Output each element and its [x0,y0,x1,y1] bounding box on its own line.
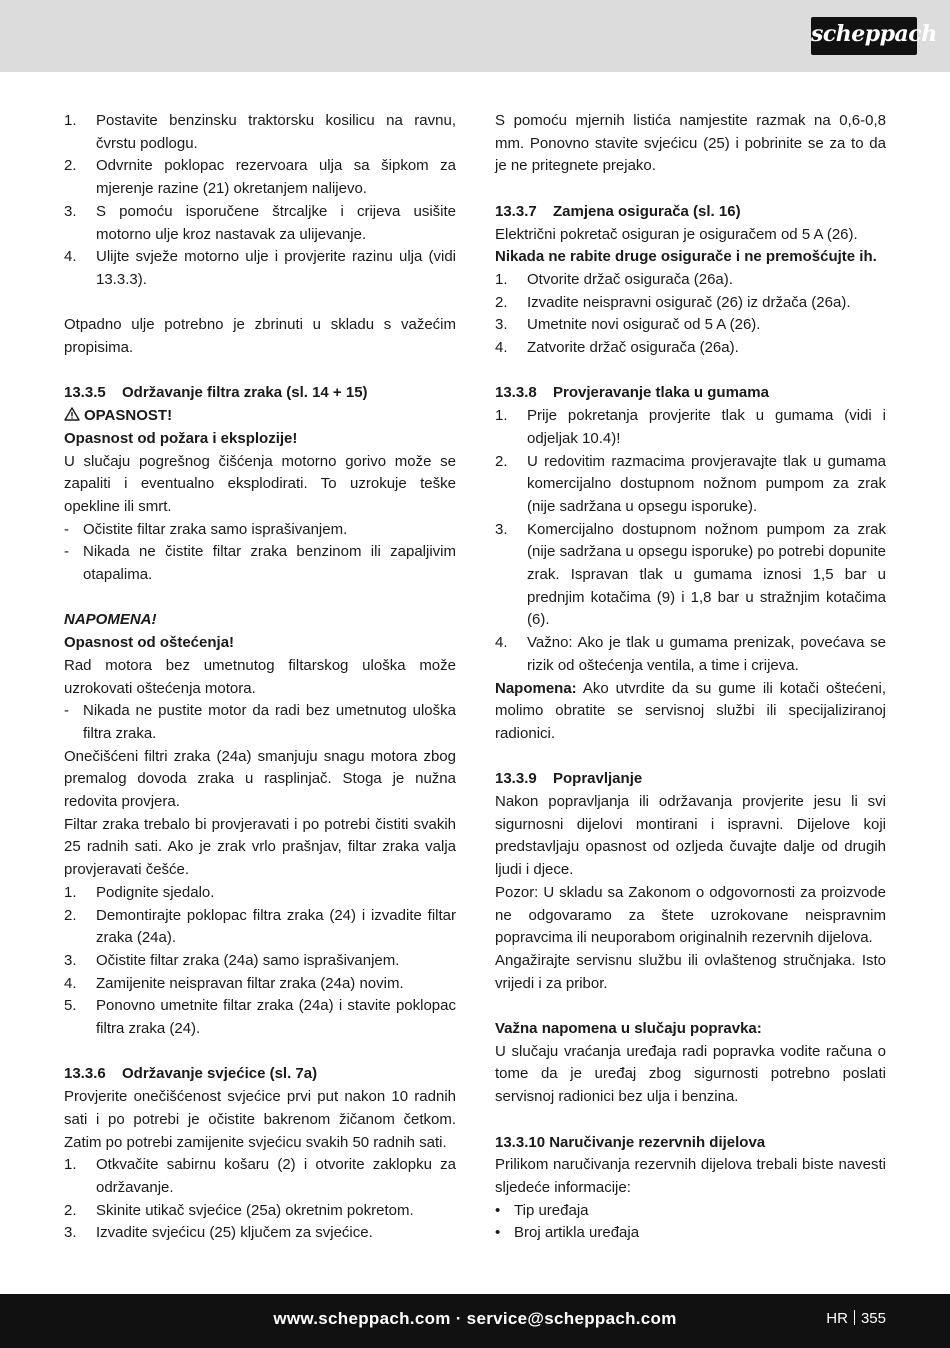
list-item: - Nikada ne čistite filtar zraka benzinom ili zapaljivim otapalima. [64,543,456,584]
important-note-title: Važna napomena u slučaju popravka: [495,1020,762,1038]
warning-triangle-icon [64,407,80,421]
list-item: 1. Postavite benzinsku traktorsku kosilicu na ravnu, čvrstu podlogu. [64,112,456,152]
fuse-steps [495,269,886,360]
list-item: • Broj artikla uređaja [495,1224,640,1242]
list-item: 2. Skinite utikač svjećice (25a) okretnim pokretom. [64,1201,414,1219]
danger-text: U slučaju pogrešnog čišćenja motorno gorivo može se zapaliti i eventualno eksplodirati. To uzrokuje teške opekline ili smrt. [64,452,456,515]
warning-label: OPASNOST! [64,405,456,428]
list-item: 3. Umetnite novi osigurač od 5 A (26). [495,316,761,334]
list-item: 2. U redovitim razmacima provjeravajte tlak u gumama komercijalno dostupnom nožnom pumpom za zrak (nije sadržana u opsegu isporuke). [495,452,886,515]
spark-plug-text: Provjerite onečišćenost svjećice prvi put nakon 10 radnih sati i po potrebi je očistite bakrenom žičanom četkom. Zatim po potrebi zamijenite svjećicu svakih 50 radnih sati. [64,1088,456,1151]
list-item: 3. Izvadite svjećicu (25) ključem za svjećice. [64,1224,373,1242]
air-filter-text-1: Onečišćeni filtri zraka (24a) smanjuju snagu motora zbog premalog dovoda zraka u rasplinjač. Stoga je nužna redovita provjera. [64,747,456,811]
list-item: • Tip uređaja [495,1201,589,1219]
section-heading-13-3-7: 13.3.7 Zamjena osigurača (sl. 16) [495,202,741,220]
page-number [826,1310,886,1327]
danger-title: Opasnost od požara i eksplozije! [64,429,298,447]
page-footer [0,1294,950,1348]
list-item: 4. Zatvorite držač osigurača (26a). [495,339,739,357]
section-heading-13-3-6: 13.3.6 Održavanje svjećice (sl. 7a) [64,1065,318,1083]
spark-gap-text: S pomoću mjernih listića namjestite razmak na 0,6-0,8 mm. Ponovno stavite svjećicu (25) i pobrinite se za to da je ne pritegnete prejako. [495,112,886,175]
right-column [495,110,886,1245]
air-filter-text-2: Filtar zraka trebalo bi provjeravati i po potrebi čistiti svakih 25 radnih sati. Ako je zrak vrlo prašnjav, filtar zraka valja provjeravati češće. [64,815,456,879]
tyre-note: Napomena: Ako utvrdite da su gume ili kotači oštećeni, molimo obratite se servisnoj službi ili specijaliziranoj radionici. [495,679,886,742]
note-dash-list [64,700,456,745]
page-number-value: 355 [860,1310,886,1327]
list-item: - Očistite filtar zraka samo isprašivanjem. [64,520,348,538]
list-item: 1. Podignite sjedalo. [64,883,215,901]
note-danger-title: Opasnost od oštećenja! [64,634,235,652]
repair-text-1: Nakon popravljanja ili održavanja provjerite jesu li svi sigurnosni dijelovi montirani i ispravni. Dijelove koji predstavljaju opasnost od ozljeda čuvajte dalje od drugih ljudi i djece. [495,793,886,879]
list-item: 1. Otvorite držač osigurača (26a). [495,270,733,288]
scheppach-logo [811,17,937,55]
list-item: 1. Prije pokretanja provjerite tlak u gumama (vidi i odjeljak 10.4)! [495,407,886,447]
oil-change-steps [64,110,456,292]
section-heading-13-3-10: 13.3.10 Naručivanje rezervnih dijelova [495,1133,766,1151]
list-item: 5. Ponovno umetnite filtar zraka (24a) i stavite poklopac filtra zraka (24). [64,997,456,1038]
list-item: 3. Komercijalno dostupnom nožnom pumpom za zrak (nije sadržana u opsegu isporuke) po potrebi dopunite zrak. Ispravan tlak u gumama iznosi 1,5 bar u prednjim kotačima (9) i 1,8 bar u stražnjim kotačima (6). [495,520,886,629]
list-item: 4. Važno: Ako je tlak u gumama prenizak, povećava se rizik od oštećenja ventila, a time i crijeva. [495,634,886,674]
left-column [64,110,456,1245]
fuse-warning: Nikada ne rabite druge osigurače i ne premošćujte ih. [495,248,877,266]
page-header [0,0,950,72]
note-label: NAPOMENA! [64,611,157,629]
air-filter-steps [64,882,456,1041]
spare-parts-bullets [495,1200,886,1245]
repair-text-2: Pozor: U skladu sa Zakonom o odgovornosti za proizvode ne odgovaramo za štete uzrokovane neispravnim popravcima ili neuporabom originalnih rezervnih dijelova. [495,883,886,947]
list-item: 4. Ulijte svježe motorno ulje i provjerite razinu ulja (vidi 13.3.3). [64,248,456,288]
separator [854,1310,855,1325]
logo-text: scheppach [811,21,937,47]
note-text: Rad motora bez umetnutog filtarskog uloška može uzrokovati oštećenja motora. [64,656,456,697]
list-item: 2. Demontirajte poklopac filtra zraka (24) i izvadite filtar zraka (24a). [64,906,456,947]
fuse-text: Električni pokretač osiguran je osiguračem od 5 A (26). [495,225,858,243]
section-heading-13-3-5: 13.3.5 Održavanje filtra zraka (sl. 14 + 15) [64,384,368,402]
list-item: 2. Odvrnite poklopac rezervoara ulja sa šipkom za mjerenje razine (21) okretanjem nalijevo. [64,157,456,198]
tyre-pressure-steps [495,405,886,677]
list-item: 3. S pomoću isporučene štrcaljke i crijeva usišite motorno ulje kroz nastavak za ulijevanje. [64,202,456,243]
list-item: 4. Zamijenite neispravan filtar zraka (24a) novim. [64,974,404,992]
section-heading-13-3-8: 13.3.8 Provjeravanje tlaka u gumama [495,384,769,402]
list-item: - Nikada ne pustite motor da radi bez umetnutog uloška filtra zraka. [64,702,456,742]
waste-oil-text: Otpadno ulje potrebno je zbrinuti u skladu s važećim propisima. [64,316,456,357]
important-note-text: U slučaju vraćanja uređaja radi popravka vodite računa o tome da je uređaj zbog sigurnosti potrebno poslati servisnoj radionici bez ulja i benzina. [495,1042,886,1106]
spare-parts-text: Prilikom naručivanja rezervnih dijelova trebali biste navesti sljedeće informacije: [495,1156,886,1196]
footer-website-email: www.scheppach.com · service@scheppach.com [273,1309,677,1328]
list-item: 2. Izvadite neispravni osigurač (26) iz držača (26a). [495,293,851,311]
danger-dash-list [64,519,456,587]
language-code: HR [826,1310,848,1327]
list-item: 3. Očistite filtar zraka (24a) samo isprašivanjem. [64,951,400,969]
section-heading-13-3-9: 13.3.9 Popravljanje [495,770,643,788]
list-item: 1. Otkvačite sabirnu košaru (2) i otvorite zaklopku za održavanje. [64,1156,456,1196]
spark-plug-steps [64,1154,456,1245]
repair-text-3: Angažirajte servisnu službu ili ovlaštenog stručnjaka. Isto vrijedi i za pribor. [495,951,886,992]
